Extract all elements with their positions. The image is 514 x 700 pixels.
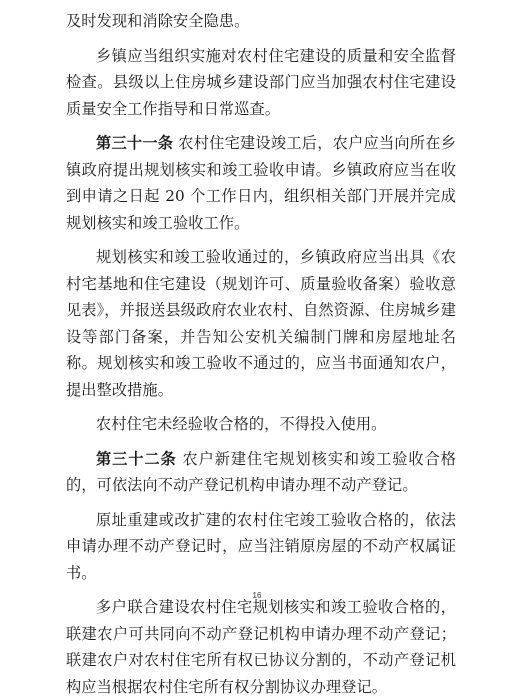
article-heading: 第三十二条 bbox=[96, 449, 177, 468]
paragraph-acceptance bbox=[66, 244, 456, 403]
paragraph-no-use bbox=[66, 411, 456, 438]
paragraph-text: 农户新建住宅规划核实和竣工验收合格的，可依法向不动产登记机构申请办理不动产登记。 bbox=[66, 449, 456, 494]
paragraph-text: 原址重建或改扩建的农村住宅竣工验收合格的，依法申请办理不动产登记时，应当注销原房屋的不动产权属证书。 bbox=[66, 510, 456, 582]
paragraph-rebuild bbox=[66, 507, 456, 587]
article-heading: 第三十一条 bbox=[96, 134, 174, 152]
page-number: 16 bbox=[252, 591, 262, 600]
paragraph-continuation bbox=[66, 8, 456, 35]
paragraph-text: 多户联合建设农村住宅规划核实和竣工验收合格的，联建农户可共同向不动产登记机构申请办理不动产登记；联建农户对农村住宅所有权已协议分割的，不动产登记机构应当根据农村住宅所有权分割协议办理登记。 bbox=[66, 598, 456, 696]
paragraph-text: 农村住宅建设竣工后，农户应当向所在乡镇政府提出规划核实和竣工验收申请。乡镇政府应当在收到申请之日起 20 个工作日内，组织相关部门开展并完成规划核实和竣工验收工作。 bbox=[66, 134, 457, 232]
paragraph-text: 乡镇应当组织实施对农村住宅建设的质量和安全监督检查。县级以上住房城乡建设部门应当加强农村住宅建设质量安全工作指导和日常巡查。 bbox=[66, 46, 456, 118]
paragraph-text: 农村住宅未经验收合格的，不得投入使用。 bbox=[96, 415, 387, 433]
article-31 bbox=[66, 130, 456, 236]
paragraph-joint-build bbox=[66, 594, 456, 700]
paragraph-text: 及时发现和消除安全隐患。 bbox=[66, 12, 250, 30]
paragraph-text: 规划核实和竣工验收通过的，乡镇政府应当出具《农村宅基地和住宅建设（规划许可、质量验收备案）验收意见表》，并报送县级政府农业农村、自然资源、住房城乡建设等部门备案，并告知公安机关编制门牌和房屋地址名称。规划核实和竣工验收不通过的，应当书面通知农户，提出整改措施。 bbox=[66, 248, 456, 399]
paragraph-supervision bbox=[66, 43, 456, 123]
article-32 bbox=[66, 446, 456, 499]
